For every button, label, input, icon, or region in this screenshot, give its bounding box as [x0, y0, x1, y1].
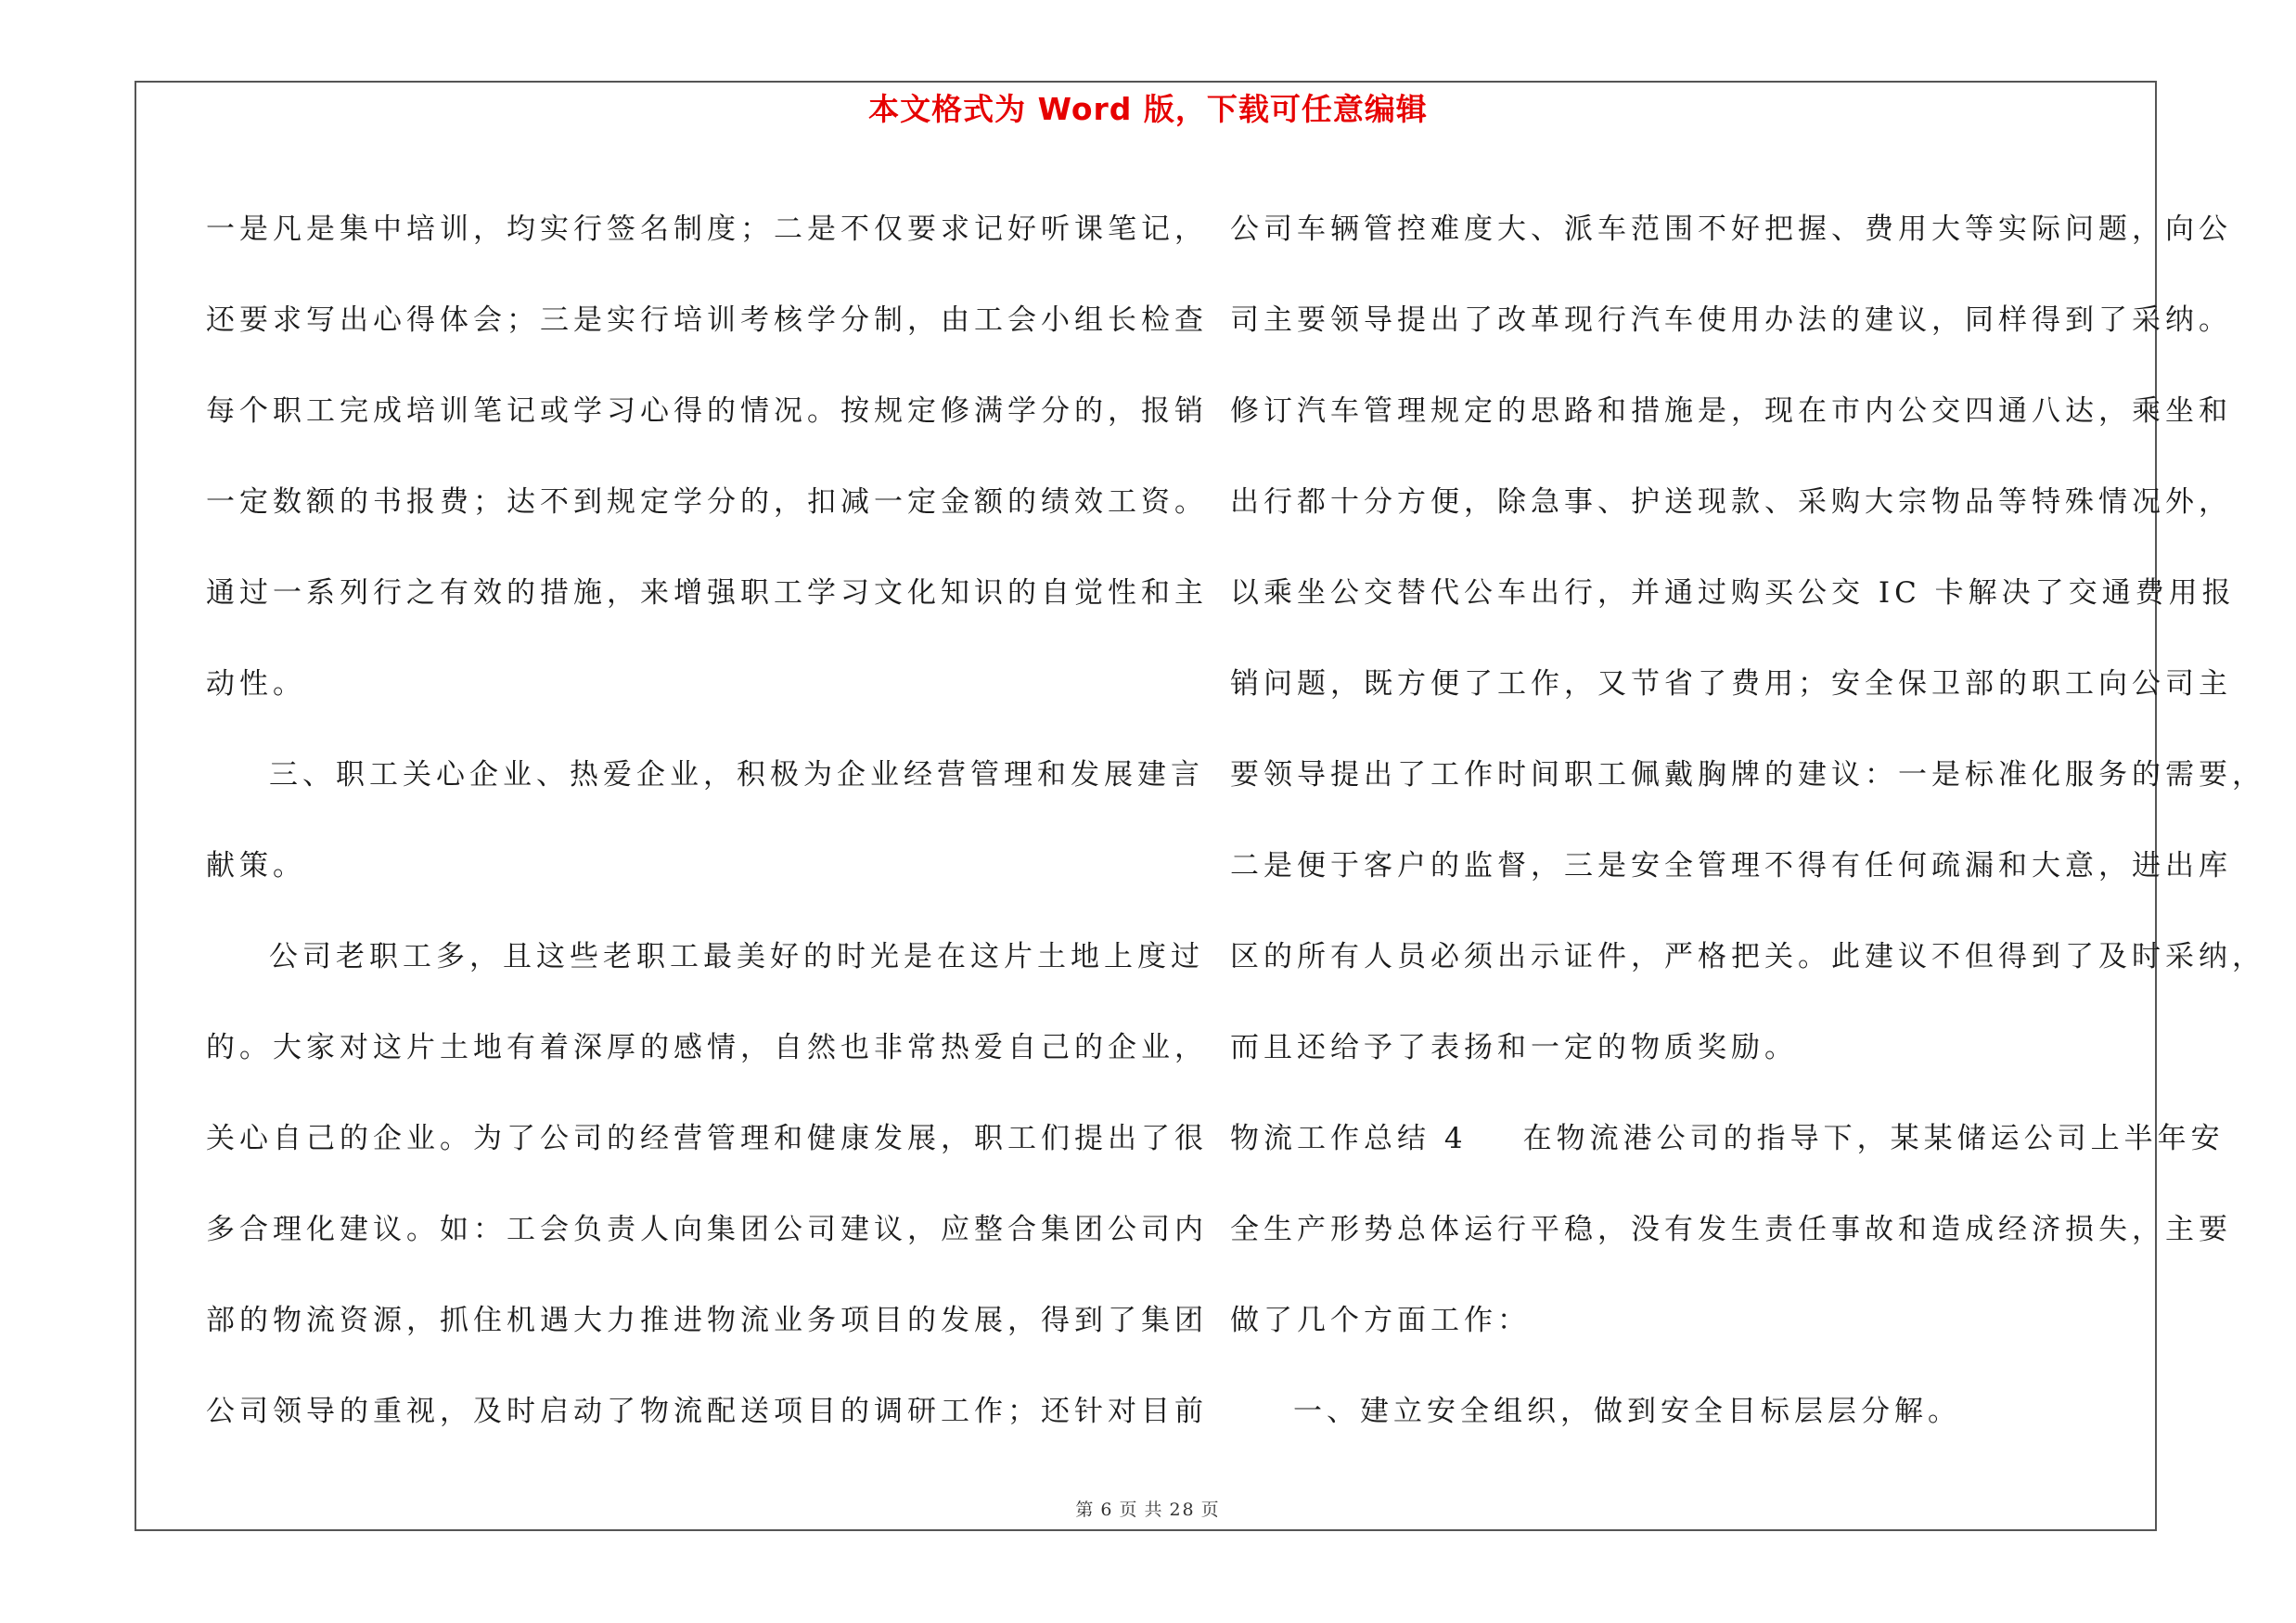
- current-page-number: 6: [1100, 1500, 1114, 1520]
- text-line: 二是便于客户的监督，三是安全管理不得有任何疏漏和大意，进出库: [1230, 849, 2232, 882]
- summary-title: 物流工作总结 4: [1230, 1122, 1468, 1155]
- text-line: 公司车辆管控难度大、派车范围不好把握、费用大等实际问题，向公: [1230, 213, 2232, 246]
- page-number-footer: [0, 1496, 2296, 1521]
- text-line: 通过一系列行之有效的措施，来增强职工学习文化知识的自觉性和主: [206, 576, 1208, 610]
- left-text-column: [206, 184, 1208, 1457]
- section-heading-3: 三、职工关心企业、热爱企业，积极为企业经营管理和发展建言: [269, 758, 1204, 792]
- footer-page-word: 页: [1119, 1500, 1139, 1520]
- right-text-column: [1230, 184, 2265, 1457]
- text-line: 在物流港公司的指导下，某某储运公司上半年安: [1522, 1122, 2225, 1155]
- footer-prefix: 第: [1075, 1500, 1096, 1520]
- text-line: 部的物流资源，抓住机遇大力推进物流业务项目的发展，得到了集团: [206, 1304, 1208, 1337]
- text-line: 以乘坐公交替代公车出行，并通过购买公交 IC 卡解决了交通费用报: [1230, 576, 2236, 610]
- text-line: 而且还给予了表扬和一定的物质奖励。: [1230, 1031, 1798, 1064]
- text-line: 销问题，既方便了工作，又节省了费用；安全保卫部的职工向公司主: [1230, 667, 2232, 701]
- text-line: 的。大家对这片土地有着深厚的感情，自然也非常热爱自己的企业，: [206, 1031, 1208, 1064]
- text-line: 关心自己的企业。为了公司的经营管理和健康发展，职工们提出了很: [206, 1122, 1208, 1155]
- summary-title-line: [1230, 1093, 2225, 1184]
- footer-total-word: 共: [1144, 1500, 1164, 1520]
- text-line: 公司领导的重视，及时启动了物流配送项目的调研工作；还针对目前: [206, 1395, 1208, 1428]
- text-line: 要领导提出了工作时间职工佩戴胸牌的建议：一是标准化服务的需要，: [1230, 758, 2265, 792]
- text-line: 献策。: [206, 849, 306, 882]
- section-heading-1: 一、建立安全组织，做到安全目标层层分解。: [1293, 1395, 1961, 1428]
- text-line: 出行都十分方便，除急事、护送现款、采购大宗物品等特殊情况外，: [1230, 485, 2232, 519]
- text-line: 司主要领导提出了改革现行汽车使用办法的建议，同样得到了采纳。: [1230, 303, 2232, 337]
- paragraph-start: 公司老职工多，且这些老职工最美好的时光是在这片土地上度过: [269, 940, 1204, 973]
- text-line: 做了几个方面工作：: [1230, 1304, 1531, 1337]
- text-line: 还要求写出心得体会；三是实行培训考核学分制，由工会小组长检查: [206, 303, 1208, 337]
- word-format-banner: 本文格式为 Word 版，下载可任意编辑: [868, 91, 1428, 127]
- total-page-count: 28: [1169, 1500, 1196, 1520]
- text-line: 区的所有人员必须出示证件，严格把关。此建议不但得到了及时采纳，: [1230, 940, 2265, 973]
- footer-suffix: 页: [1200, 1500, 1221, 1520]
- text-line: 全生产形势总体运行平稳，没有发生责任事故和造成经济损失，主要: [1230, 1213, 2232, 1246]
- text-line: 一是凡是集中培训，均实行签名制度；二是不仅要求记好听课笔记，: [206, 213, 1208, 246]
- text-line: 动性。: [206, 667, 306, 701]
- text-line: 多合理化建议。如：工会负责人向集团公司建议，应整合集团公司内: [206, 1213, 1208, 1246]
- text-line: 每个职工完成培训笔记或学习心得的情况。按规定修满学分的，报销: [206, 394, 1208, 428]
- text-line: 修订汽车管理规定的思路和措施是，现在市内公交四通八达，乘坐和: [1230, 394, 2232, 428]
- text-line: 一定数额的书报费；达不到规定学分的，扣减一定金额的绩效工资。: [206, 485, 1208, 519]
